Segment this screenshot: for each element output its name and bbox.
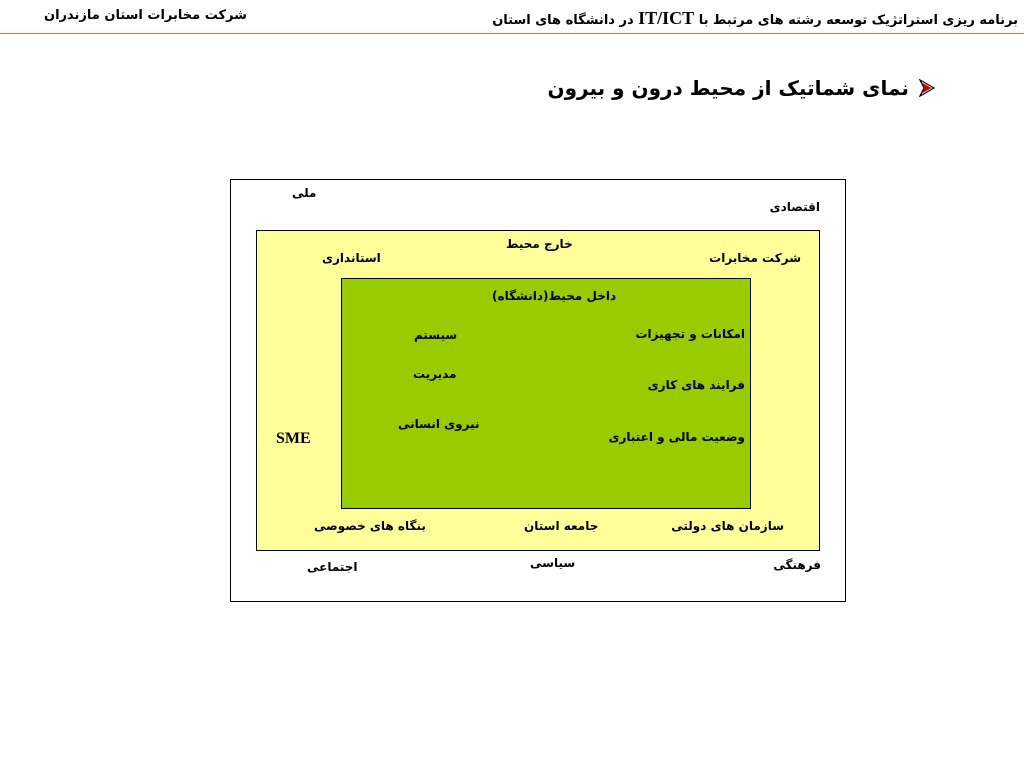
inner-left-item: مدیریت [413,367,457,381]
middle-label-telecom: شرکت مخابرات [709,251,801,265]
outer-label-economic: اقتصادی [769,200,820,214]
outer-label-national: ملی [292,186,317,200]
inner-left-item: نیروی انسانی [398,417,480,431]
outer-label-social: اجتماعی [307,560,358,574]
middle-label-private-firms: بنگاه های خصوصی [314,519,426,533]
heading-text: نمای شماتیک از محیط درون و بیرون [547,76,909,100]
middle-label-government-orgs: سازمان های دولتی [671,519,784,533]
outer-label-political: سیاسی [530,556,576,570]
middle-label-sme: SME [276,430,311,447]
inner-right-item: امکانات و تجهیزات [635,327,745,341]
internal-environment-box [341,278,751,509]
external-environment-title: خارج محیط [506,237,573,251]
header-company: شرکت مخابرات استان مازندران [44,8,247,23]
slide-header [0,0,1024,34]
header-title-suffix: در دانشگاه های استان [492,13,634,28]
middle-label-province-society: جامعه استان [524,519,599,533]
internal-environment-title: داخل محیط(دانشگاه) [492,289,617,303]
inner-right-item: فرایند های کاری [647,378,745,392]
middle-label-governorate: استانداری [322,251,381,265]
slide-heading [548,76,936,100]
header-title-prefix: برنامه ریزی استراتژیک توسعه رشته های مرتبط با [698,13,1018,28]
inner-left-item: سیستم [414,328,458,342]
arrow-bullet-icon [918,79,936,97]
inner-right-item: وضعیت مالی و اعتباری [608,430,745,444]
header-divider [0,33,1024,34]
slide-header-title [492,8,1018,29]
outer-label-cultural: فرهنگی [773,558,821,572]
header-title-latin: IT/ICT [638,8,695,28]
